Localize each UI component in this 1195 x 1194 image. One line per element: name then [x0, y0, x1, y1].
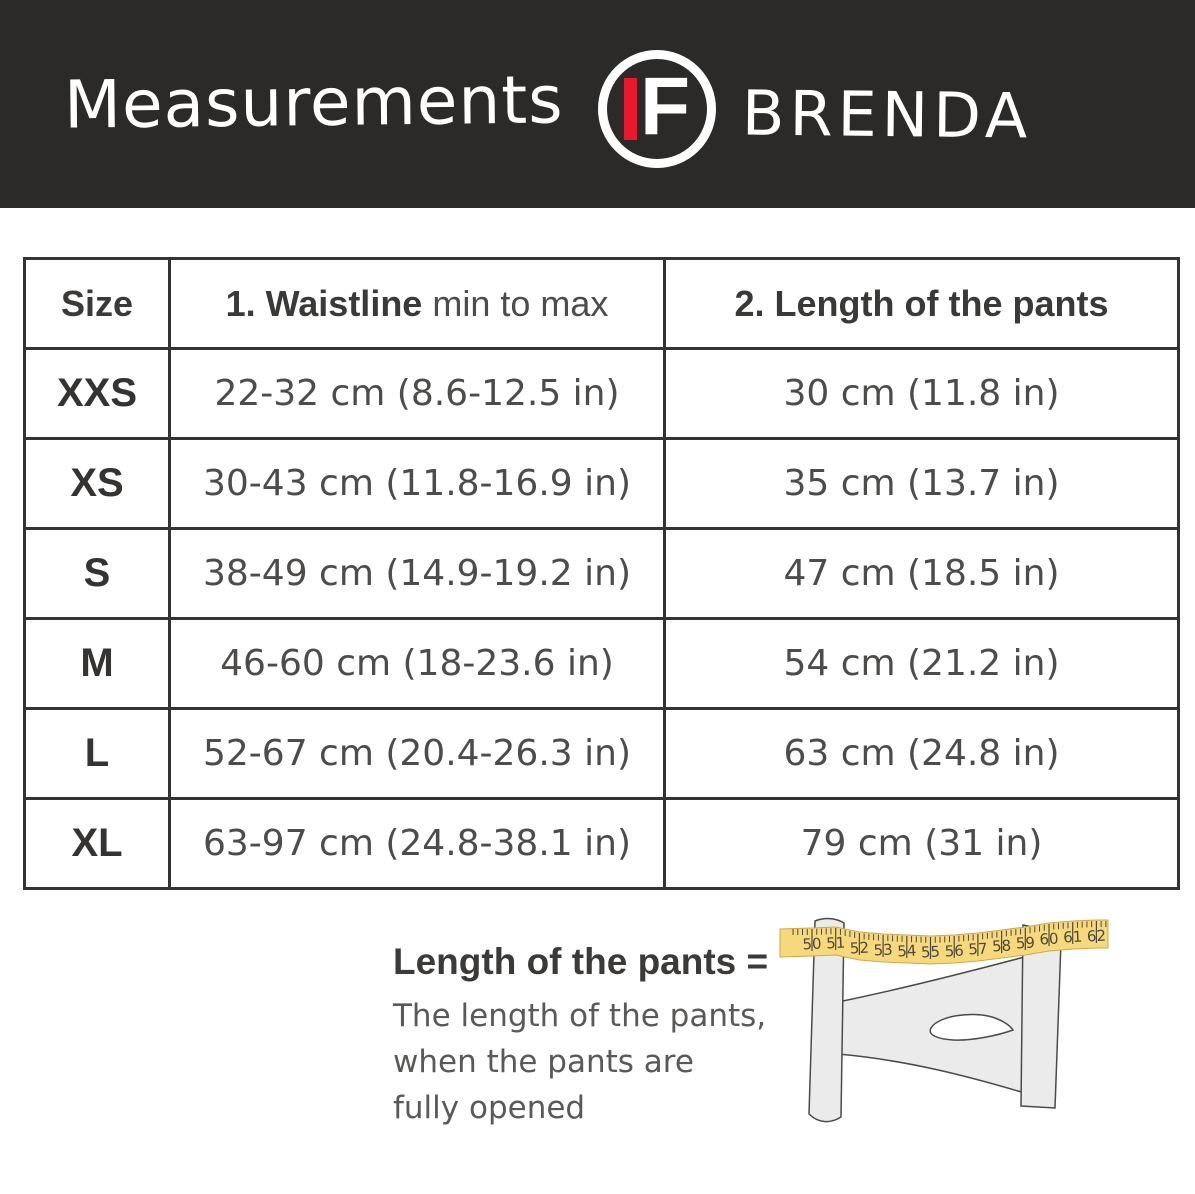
- tape-number: 57: [967, 939, 988, 959]
- column-header-size: Size: [25, 259, 170, 349]
- waistline-value: 38-49 cm (14.9-19.2 in): [170, 529, 665, 619]
- note-line: The length of the pants,: [393, 998, 767, 1034]
- tape-number: 62: [1086, 926, 1107, 946]
- logo-red-bar: [624, 78, 637, 140]
- column-header-waistline: [170, 259, 665, 349]
- tape-number: 58: [991, 936, 1012, 956]
- table-row-s: [25, 529, 1179, 619]
- tape-number: 55: [920, 942, 941, 962]
- tape-number: 53: [873, 940, 894, 960]
- note-line: when the pants are: [393, 1044, 694, 1080]
- tape-number: 59: [1015, 933, 1036, 953]
- size-label: L: [25, 709, 170, 799]
- column-header-length: 2. Length of the pants: [665, 259, 1179, 349]
- note-line: fully opened: [393, 1090, 586, 1126]
- table-header-row: [25, 259, 1179, 349]
- tape-number: 56: [944, 941, 965, 961]
- length-value: 35 cm (13.7 in): [665, 439, 1179, 529]
- size-label: XXS: [25, 349, 170, 439]
- length-value: 54 cm (21.2 in): [665, 619, 1179, 709]
- logo-letter: F: [639, 61, 691, 152]
- length-value: 63 cm (24.8 in): [665, 709, 1179, 799]
- tape-number: 52: [849, 938, 870, 958]
- table-row-m: [25, 619, 1179, 709]
- tape-number: 54: [896, 941, 917, 961]
- length-value: 47 cm (18.5 in): [665, 529, 1179, 619]
- waistline-header-bold: 1. Waistline: [225, 282, 423, 324]
- waistline-value: 46-60 cm (18-23.6 in): [170, 619, 665, 709]
- brand-logo-icon: [598, 50, 716, 168]
- size-label: M: [25, 619, 170, 709]
- pants-illustration: [778, 898, 1195, 1148]
- tape-number: 51: [825, 933, 846, 953]
- tape-number: 50: [802, 934, 823, 954]
- tape-number: 60: [1039, 929, 1060, 949]
- waistline-value: 30-43 cm (11.8-16.9 in): [170, 439, 665, 529]
- size-label: S: [25, 529, 170, 619]
- table-row-xxs: [25, 349, 1179, 439]
- header-bar: [0, 0, 1195, 208]
- table-row-xl: [25, 799, 1179, 889]
- length-value: 30 cm (11.8 in): [665, 349, 1179, 439]
- size-table: [23, 257, 1180, 890]
- waistline-value: 22-32 cm (8.6-12.5 in): [170, 349, 665, 439]
- page-title: Measurements: [63, 61, 564, 144]
- waistline-header-regular: min to max: [432, 282, 609, 324]
- note-title: Length of the pants =: [393, 941, 769, 982]
- tape-number: 61: [1062, 927, 1083, 947]
- length-value: 79 cm (31 in): [665, 799, 1179, 889]
- waistline-value: 52-67 cm (20.4-26.3 in): [170, 709, 665, 799]
- table-row-l: [25, 709, 1179, 799]
- waistline-value: 63-97 cm (24.8-38.1 in): [170, 799, 665, 889]
- brand-name: BRENDA: [741, 76, 1033, 153]
- table-row-xs: [25, 439, 1179, 529]
- size-label: XS: [25, 439, 170, 529]
- size-label: XL: [25, 799, 170, 889]
- length-note: [393, 941, 793, 1131]
